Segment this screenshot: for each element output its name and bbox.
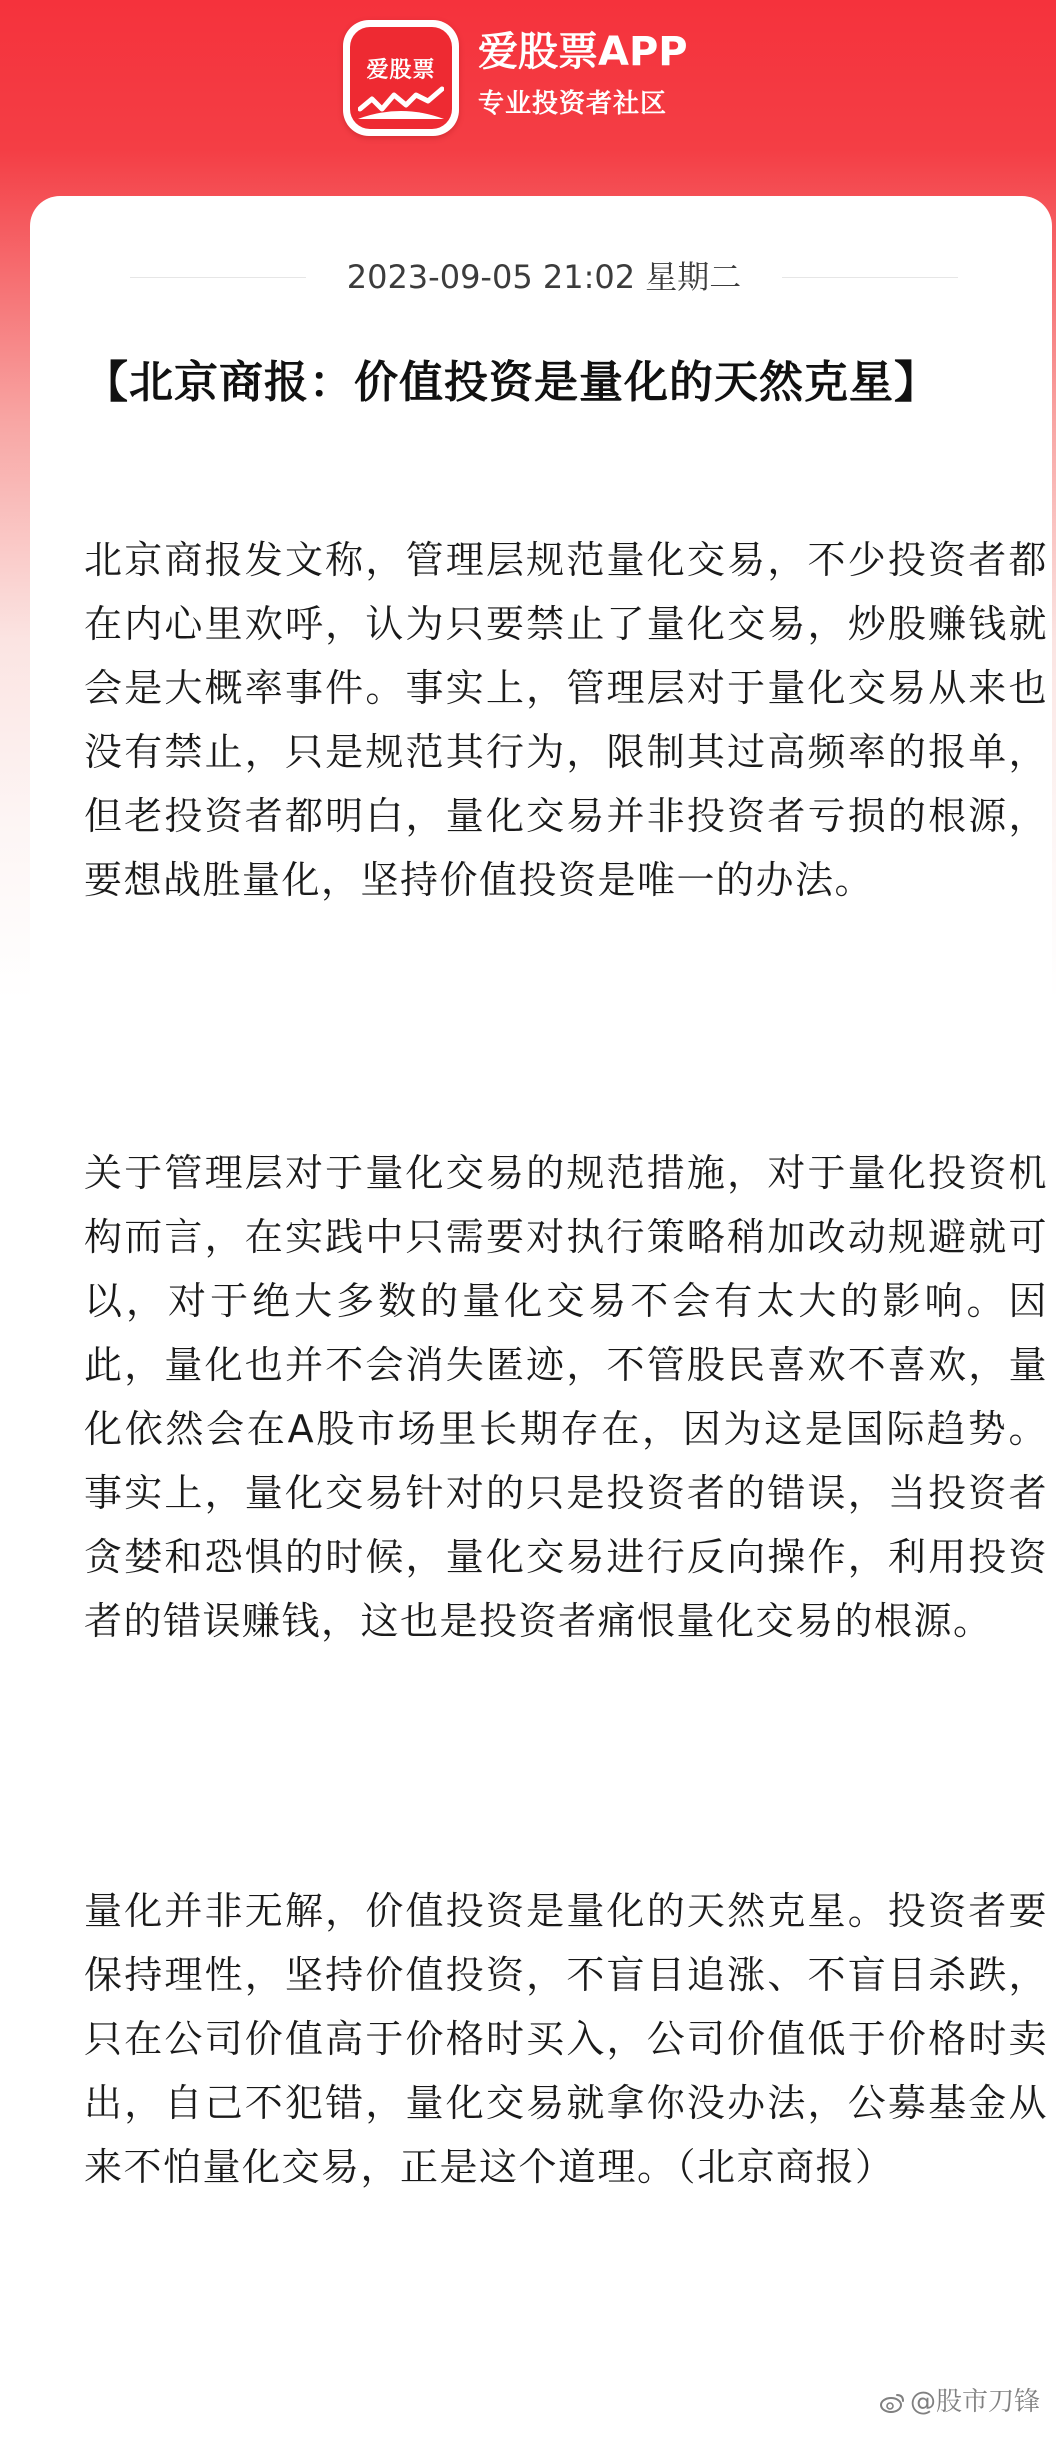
article-title: 【北京商报：价值投资是量化的天然克星】 — [84, 357, 939, 408]
weibo-icon — [880, 2392, 906, 2414]
watermark-text: @股市刀锋 — [910, 2387, 1041, 2417]
logo-text: 爱股票 — [366, 58, 436, 83]
watermark — [880, 2384, 1040, 2420]
app-subtitle: 专业投资者社区 — [478, 89, 668, 119]
article-card — [30, 196, 1052, 2447]
article-paragraph: 北京商报发文称，管理层规范量化交易，不少投资者都在内心里欢呼，认为只要禁止了量化交易，炒股赚钱就会是大概率事件。事实上，管理层对于量化交易从来也没有禁止，只是规范其行为，限制其过高频率的报单，但老投资者都明白，量化交易并非投资者亏损的根源，要想战胜量化，坚持价值投资是唯一的办法。 — [84, 538, 1048, 902]
publish-date: 2023-09-05 21:02 星期二 — [346, 258, 742, 296]
app-name: 爱股票APP — [478, 29, 688, 75]
date-row — [30, 254, 1052, 300]
app-logo[interactable] — [343, 20, 459, 136]
divider — [782, 277, 958, 278]
article-paragraph: 量化并非无解，价值投资是量化的天然克星。投资者要保持理性，坚持价值投资，不盲目追涨、不盲目杀跌，只在公司价值高于价格时买入，公司价值低于价格时卖出，自己不犯错，量化交易就拿你没办法，公募基金从来不怕量化交易，正是这个道理。（北京商报） — [84, 1889, 1048, 2189]
logo-badge — [350, 27, 452, 129]
article-paragraph: 关于管理层对于量化交易的规范措施，对于量化投资机构而言，在实践中只需要对执行策略稍加改动规避就可以，对于绝大多数的量化交易不会有太大的影响。因此，量化也并不会消失匿迹，不管股民喜欢不喜欢，量化依然会在A股市场里长期存在，因为这是国际趋势。事实上，量化交易针对的只是投资者的错误，当投资者贪婪和恐惧的时候，量化交易进行反向操作，利用投资者的错误赚钱，这也是投资者痛恨量化交易的根源。 — [84, 1151, 1048, 1643]
app-header — [0, 0, 1056, 200]
divider — [130, 277, 306, 278]
stock-chart-icon — [358, 83, 444, 119]
